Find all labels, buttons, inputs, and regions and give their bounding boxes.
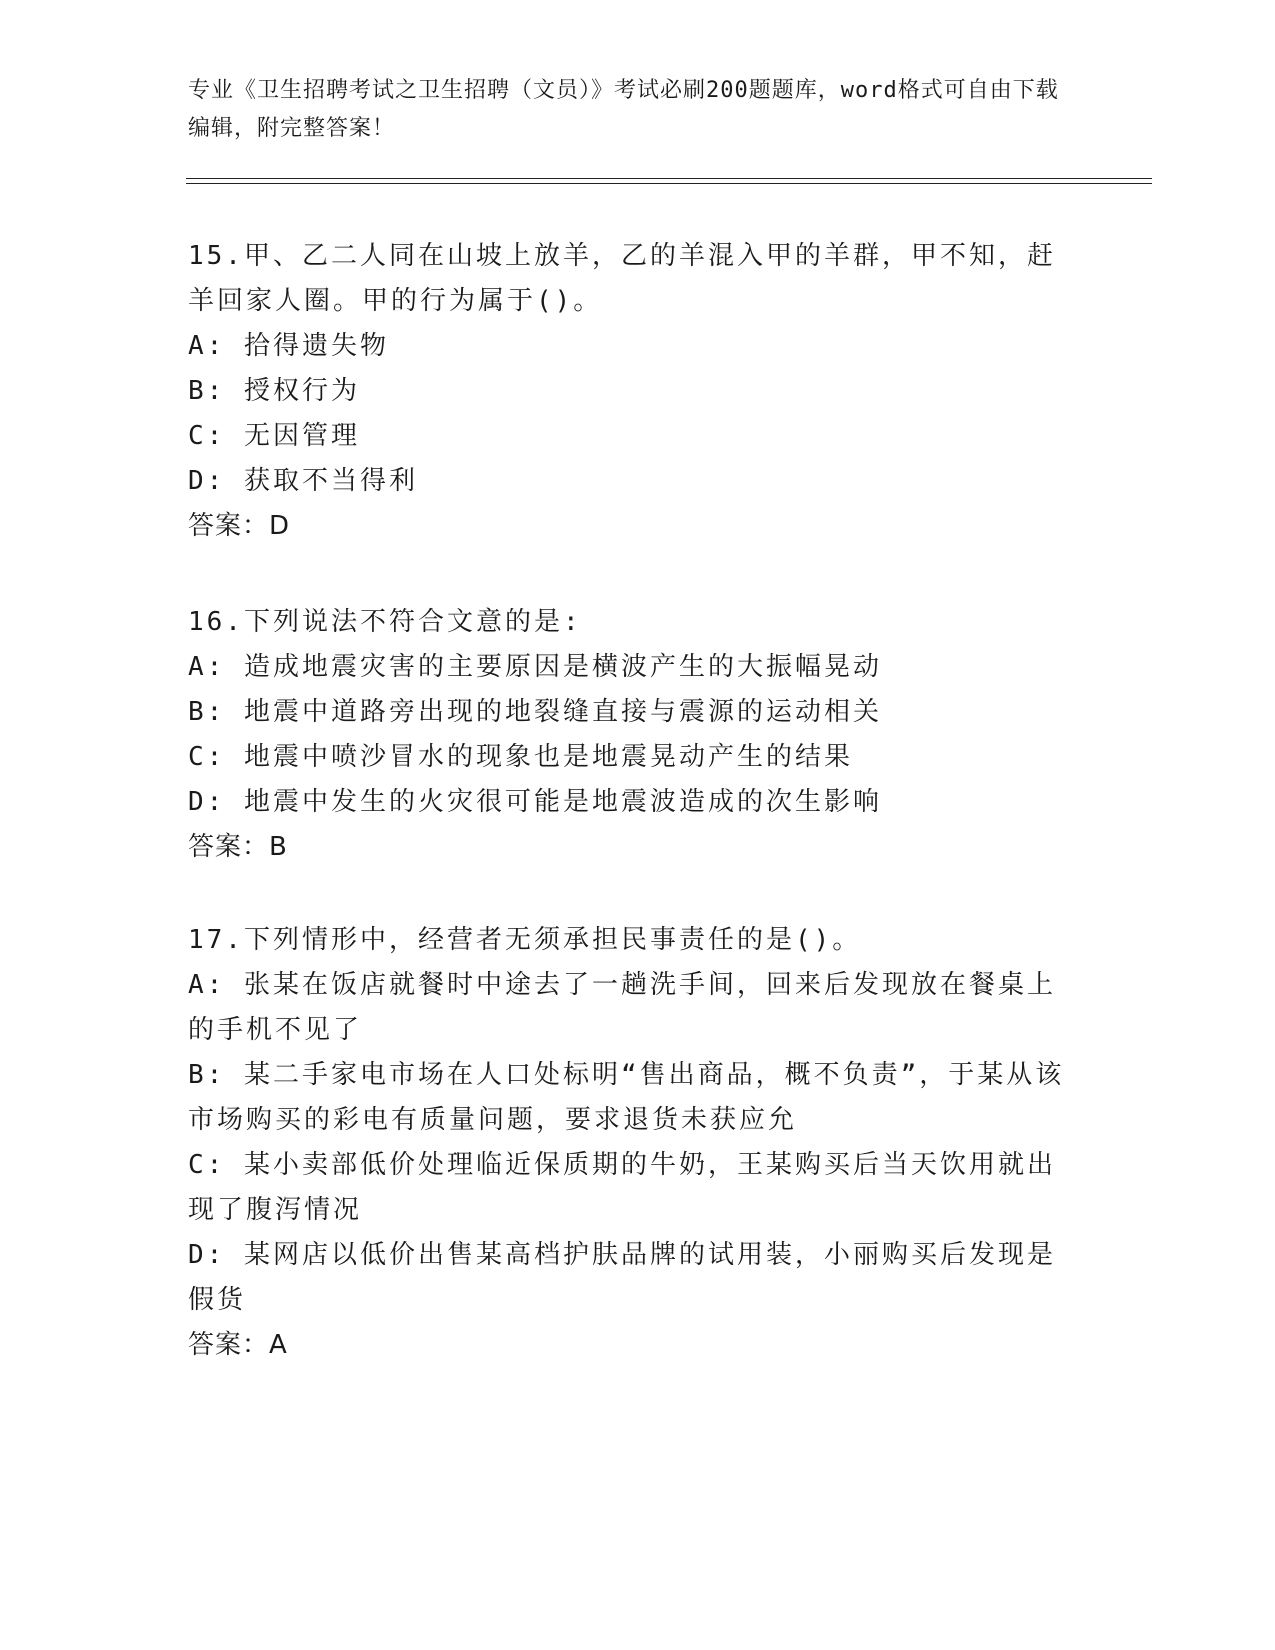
answer-label: 答案：D: [188, 511, 291, 541]
answer-label: 答案：B: [188, 832, 288, 862]
question-16: [188, 600, 1078, 870]
document-header: 专业《卫生招聘考试之卫生招聘（文员）》考试必刷200题题库，word格式可自由下载编辑，附完整答案！: [188, 78, 1059, 141]
option-b: B: 地震中道路旁出现的地裂缝直接与震源的运动相关: [188, 697, 882, 727]
option-c: C: 某小卖部低价处理临近保质期的牛奶，王某购买后当天饮用就出现了腹泻情况: [188, 1150, 1056, 1225]
question-stem: 15.甲、乙二人同在山坡上放羊，乙的羊混入甲的羊群，甲不知，赶羊回家人圈。甲的行为属于()。: [188, 241, 1056, 316]
option-a: A: 拾得遗失物: [188, 331, 389, 361]
question-15: [188, 234, 1078, 549]
question-stem: 16.下列说法不符合文意的是:: [188, 607, 582, 637]
question-stem: 17.下列情形中，经营者无须承担民事责任的是()。: [188, 925, 862, 955]
option-b: B: 授权行为: [188, 376, 360, 406]
option-d: D: 地震中发生的火灾很可能是地震波造成的次生影响: [188, 787, 882, 817]
answer-label: 答案：A: [188, 1330, 288, 1360]
option-c: C: 无因管理: [188, 421, 360, 451]
option-a: A: 张某在饭店就餐时中途去了一趟洗手间，回来后发现放在餐桌上的手机不见了: [188, 970, 1056, 1045]
option-b: B: 某二手家电市场在人口处标明“售出商品，概不负责”，于某从该市场购买的彩电有质量问题，要求退货未获应允: [188, 1060, 1065, 1135]
header-divider-bottom: [186, 183, 1152, 184]
question-17: [188, 918, 1078, 1368]
header-divider-top: [186, 178, 1152, 179]
option-d: D: 获取不当得利: [188, 466, 418, 496]
option-a: A: 造成地震灾害的主要原因是横波产生的大振幅晃动: [188, 652, 882, 682]
option-d: D: 某网店以低价出售某高档护肤品牌的试用装，小丽购买后发现是假货: [188, 1240, 1056, 1315]
option-c: C: 地震中喷沙冒水的现象也是地震晃动产生的结果: [188, 742, 853, 772]
